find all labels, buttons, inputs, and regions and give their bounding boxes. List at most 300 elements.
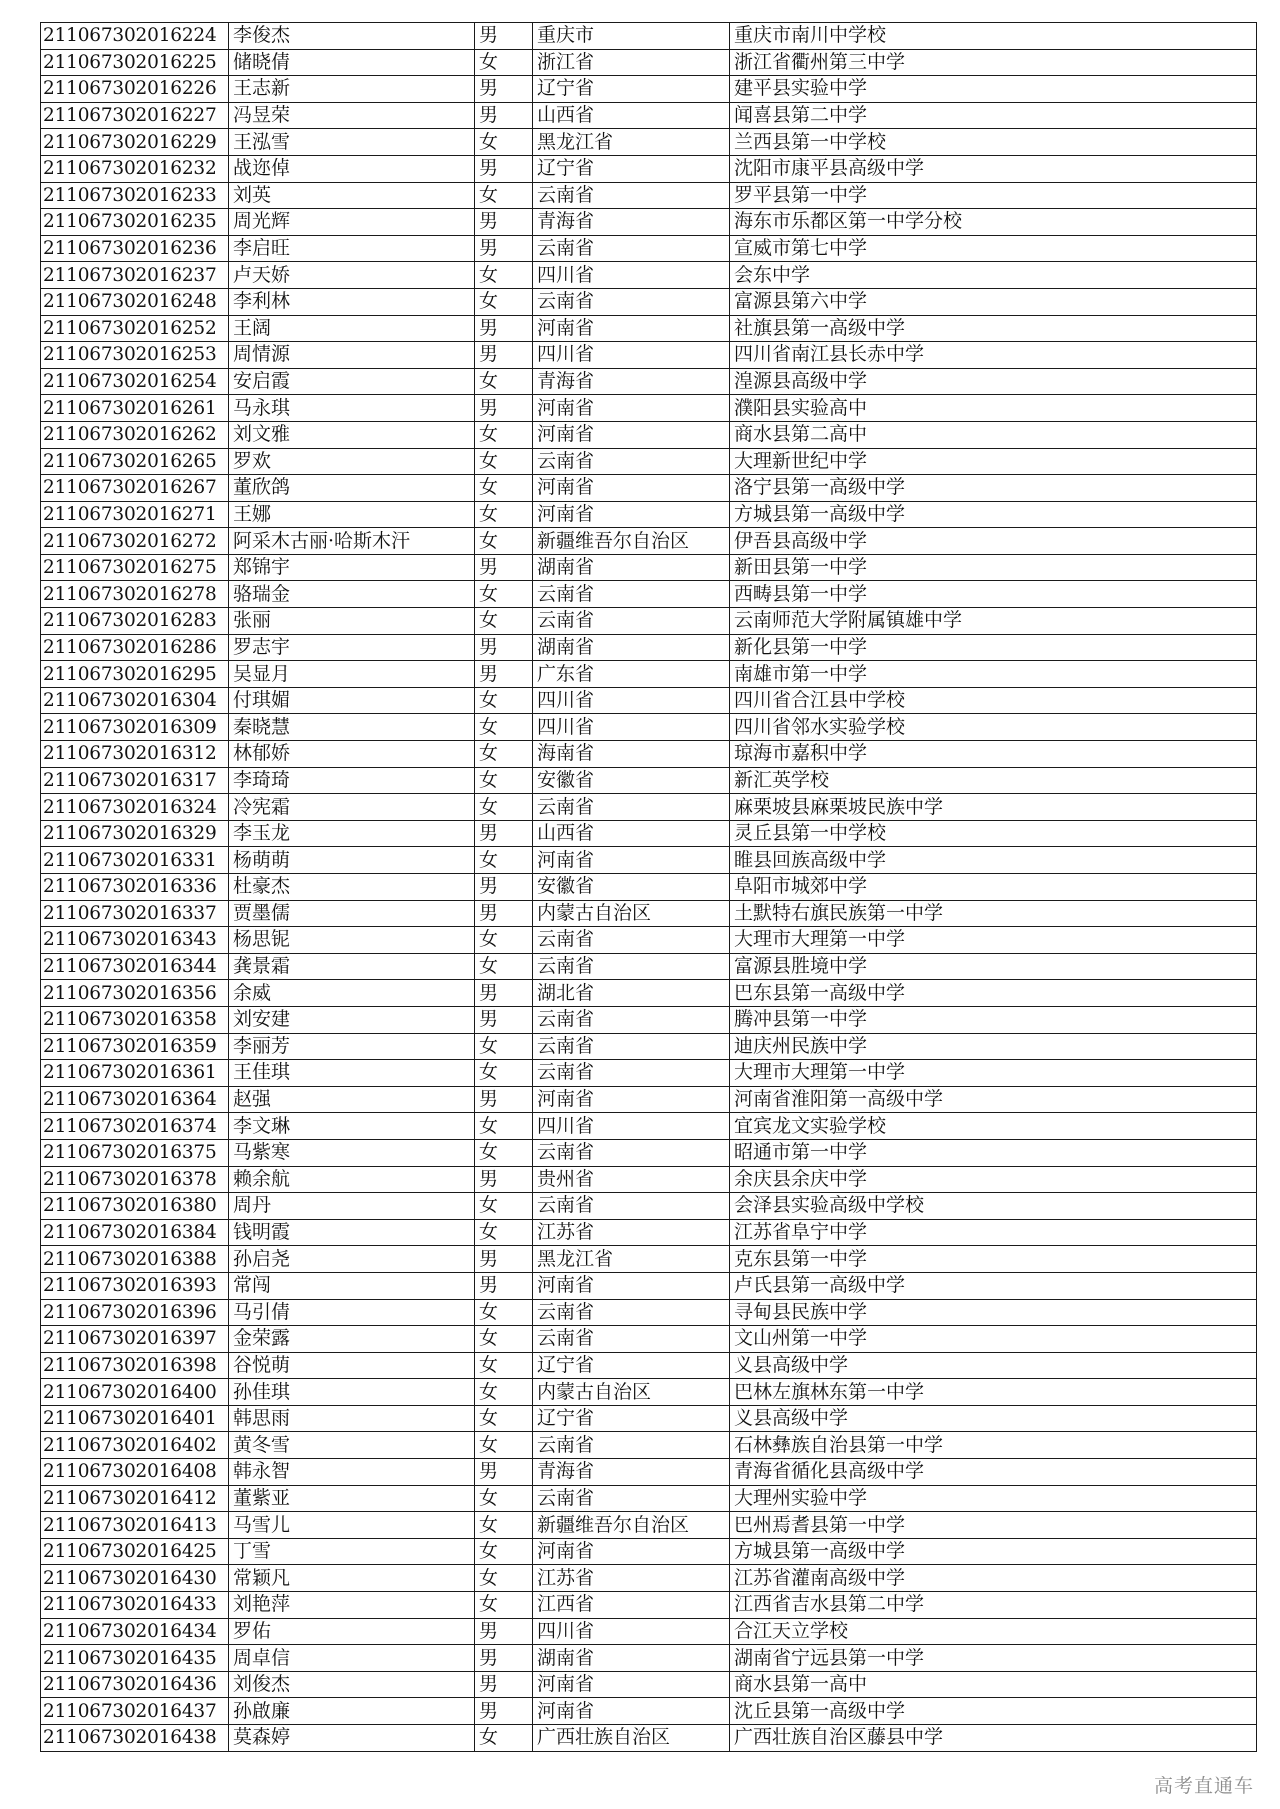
table-row — [41, 1432, 1257, 1459]
gender-cell: 女 — [475, 581, 533, 608]
province-cell: 辽宁省 — [533, 76, 730, 103]
table-row — [41, 182, 1257, 209]
student-name-cell: 谷悦萌 — [229, 1352, 475, 1379]
student-id-cell: 211067302016393 — [41, 1272, 229, 1299]
gender-cell: 女 — [475, 767, 533, 794]
province-cell: 云南省 — [533, 581, 730, 608]
school-cell: 富源县第六中学 — [730, 288, 1257, 315]
province-cell: 云南省 — [533, 1485, 730, 1512]
student-id-cell: 211067302016229 — [41, 129, 229, 156]
table-row — [41, 1193, 1257, 1220]
province-cell: 四川省 — [533, 262, 730, 289]
student-name-cell: 周卓信 — [229, 1645, 475, 1672]
school-cell: 四川省合江县中学校 — [730, 687, 1257, 714]
school-cell: 宣威市第七中学 — [730, 235, 1257, 262]
school-cell: 南雄市第一中学 — [730, 661, 1257, 688]
province-cell: 云南省 — [533, 1060, 730, 1087]
student-id-cell: 211067302016378 — [41, 1166, 229, 1193]
student-id-cell: 211067302016254 — [41, 368, 229, 395]
gender-cell: 女 — [475, 1139, 533, 1166]
province-cell: 湖南省 — [533, 1645, 730, 1672]
school-cell: 方城县第一高级中学 — [730, 1538, 1257, 1565]
province-cell: 云南省 — [533, 794, 730, 821]
table-row — [41, 288, 1257, 315]
school-cell: 四川省南江县长赤中学 — [730, 342, 1257, 369]
province-cell: 云南省 — [533, 1139, 730, 1166]
gender-cell: 女 — [475, 182, 533, 209]
gender-cell: 男 — [475, 554, 533, 581]
province-cell: 内蒙古自治区 — [533, 1379, 730, 1406]
province-cell: 河南省 — [533, 1671, 730, 1698]
gender-cell: 女 — [475, 1512, 533, 1539]
school-cell: 巴州焉耆县第一中学 — [730, 1512, 1257, 1539]
school-cell: 迪庆州民族中学 — [730, 1033, 1257, 1060]
student-name-cell: 刘艳萍 — [229, 1592, 475, 1619]
gender-cell: 女 — [475, 475, 533, 502]
gender-cell: 男 — [475, 820, 533, 847]
student-id-cell: 211067302016398 — [41, 1352, 229, 1379]
student-id-cell: 211067302016408 — [41, 1459, 229, 1486]
student-id-cell: 211067302016384 — [41, 1219, 229, 1246]
student-id-cell: 211067302016401 — [41, 1405, 229, 1432]
student-id-cell: 211067302016397 — [41, 1326, 229, 1353]
school-cell: 建平县实验中学 — [730, 76, 1257, 103]
student-id-cell: 211067302016359 — [41, 1033, 229, 1060]
school-cell: 闻喜县第二中学 — [730, 102, 1257, 129]
table-row — [41, 209, 1257, 236]
student-name-cell: 秦晓慧 — [229, 714, 475, 741]
student-name-cell: 储晓倩 — [229, 49, 475, 76]
student-id-cell: 211067302016237 — [41, 262, 229, 289]
table-row — [41, 475, 1257, 502]
student-name-cell: 冯昱荣 — [229, 102, 475, 129]
province-cell: 安徽省 — [533, 874, 730, 901]
student-name-cell: 韩思雨 — [229, 1405, 475, 1432]
student-id-cell: 211067302016329 — [41, 820, 229, 847]
table-row — [41, 315, 1257, 342]
table-row — [41, 342, 1257, 369]
gender-cell: 女 — [475, 1405, 533, 1432]
student-id-cell: 211067302016235 — [41, 209, 229, 236]
gender-cell: 男 — [475, 102, 533, 129]
gender-cell: 男 — [475, 1246, 533, 1273]
student-name-cell: 孙启尧 — [229, 1246, 475, 1273]
province-cell: 江西省 — [533, 1592, 730, 1619]
student-name-cell: 周丹 — [229, 1193, 475, 1220]
gender-cell: 男 — [475, 1698, 533, 1725]
student-name-cell: 韩永智 — [229, 1459, 475, 1486]
province-cell: 青海省 — [533, 1459, 730, 1486]
gender-cell: 女 — [475, 421, 533, 448]
student-name-cell: 赖余航 — [229, 1166, 475, 1193]
table-row — [41, 927, 1257, 954]
school-cell: 宜宾龙文实验学校 — [730, 1113, 1257, 1140]
province-cell: 河南省 — [533, 475, 730, 502]
student-id-cell: 211067302016227 — [41, 102, 229, 129]
student-name-cell: 林郁娇 — [229, 741, 475, 768]
student-name-cell: 王娜 — [229, 501, 475, 528]
province-cell: 云南省 — [533, 1033, 730, 1060]
student-id-cell: 211067302016324 — [41, 794, 229, 821]
gender-cell: 女 — [475, 953, 533, 980]
school-cell: 河南省淮阳第一高级中学 — [730, 1086, 1257, 1113]
gender-cell: 女 — [475, 368, 533, 395]
province-cell: 四川省 — [533, 1113, 730, 1140]
table-row — [41, 448, 1257, 475]
gender-cell: 男 — [475, 1086, 533, 1113]
gender-cell: 女 — [475, 1219, 533, 1246]
province-cell: 云南省 — [533, 927, 730, 954]
student-id-cell: 211067302016232 — [41, 155, 229, 182]
gender-cell: 男 — [475, 900, 533, 927]
table-row — [41, 528, 1257, 555]
gender-cell: 女 — [475, 1725, 533, 1752]
student-name-cell: 张丽 — [229, 608, 475, 635]
province-cell: 云南省 — [533, 1432, 730, 1459]
school-cell: 大理新世纪中学 — [730, 448, 1257, 475]
student-name-cell: 刘文雅 — [229, 421, 475, 448]
gender-cell: 女 — [475, 1485, 533, 1512]
table-row — [41, 23, 1257, 50]
table-row — [41, 155, 1257, 182]
gender-cell: 女 — [475, 1033, 533, 1060]
table-row — [41, 1086, 1257, 1113]
student-id-cell: 211067302016412 — [41, 1485, 229, 1512]
gender-cell: 女 — [475, 1538, 533, 1565]
province-cell: 广西壮族自治区 — [533, 1725, 730, 1752]
school-cell: 湖南省宁远县第一中学 — [730, 1645, 1257, 1672]
student-name-cell: 金荣露 — [229, 1326, 475, 1353]
school-cell: 兰西县第一中学校 — [730, 129, 1257, 156]
table-row — [41, 1565, 1257, 1592]
table-row — [41, 1645, 1257, 1672]
table-row — [41, 421, 1257, 448]
gender-cell: 男 — [475, 155, 533, 182]
table-row — [41, 634, 1257, 661]
school-cell: 义县高级中学 — [730, 1405, 1257, 1432]
student-name-cell: 余威 — [229, 980, 475, 1007]
gender-cell: 女 — [475, 501, 533, 528]
student-id-cell: 211067302016396 — [41, 1299, 229, 1326]
province-cell: 海南省 — [533, 741, 730, 768]
student-id-cell: 211067302016304 — [41, 687, 229, 714]
school-cell: 会泽县实验高级中学校 — [730, 1193, 1257, 1220]
student-name-cell: 安启霞 — [229, 368, 475, 395]
province-cell: 河南省 — [533, 1538, 730, 1565]
student-id-cell: 211067302016358 — [41, 1006, 229, 1033]
table-row — [41, 1618, 1257, 1645]
province-cell: 湖南省 — [533, 554, 730, 581]
province-cell: 新疆维吾尔自治区 — [533, 528, 730, 555]
province-cell: 内蒙古自治区 — [533, 900, 730, 927]
gender-cell: 女 — [475, 1565, 533, 1592]
school-cell: 灵丘县第一中学校 — [730, 820, 1257, 847]
student-id-cell: 211067302016262 — [41, 421, 229, 448]
student-id-cell: 211067302016388 — [41, 1246, 229, 1273]
gender-cell: 女 — [475, 847, 533, 874]
student-name-cell: 李俊杰 — [229, 23, 475, 50]
student-id-cell: 211067302016380 — [41, 1193, 229, 1220]
school-cell: 罗平县第一中学 — [730, 182, 1257, 209]
gender-cell: 女 — [475, 288, 533, 315]
school-cell: 昭通市第一中学 — [730, 1139, 1257, 1166]
table-row — [41, 1485, 1257, 1512]
watermark-text: 高考直通车 — [1153, 1775, 1254, 1797]
province-cell: 辽宁省 — [533, 1405, 730, 1432]
school-cell: 新田县第一中学 — [730, 554, 1257, 581]
school-cell: 江苏省阜宁中学 — [730, 1219, 1257, 1246]
school-cell: 江西省吉水县第二中学 — [730, 1592, 1257, 1619]
student-id-cell: 211067302016437 — [41, 1698, 229, 1725]
student-name-cell: 骆瑞金 — [229, 581, 475, 608]
school-cell: 余庆县余庆中学 — [730, 1166, 1257, 1193]
province-cell: 安徽省 — [533, 767, 730, 794]
student-name-cell: 李利林 — [229, 288, 475, 315]
table-row — [41, 1033, 1257, 1060]
student-name-cell: 马雪儿 — [229, 1512, 475, 1539]
student-id-cell: 211067302016375 — [41, 1139, 229, 1166]
school-cell: 商水县第一高中 — [730, 1671, 1257, 1698]
student-id-cell: 211067302016425 — [41, 1538, 229, 1565]
table-row — [41, 1592, 1257, 1619]
student-id-cell: 211067302016309 — [41, 714, 229, 741]
province-cell: 广东省 — [533, 661, 730, 688]
student-id-cell: 211067302016337 — [41, 900, 229, 927]
gender-cell: 女 — [475, 1193, 533, 1220]
school-cell: 湟源县高级中学 — [730, 368, 1257, 395]
gender-cell: 男 — [475, 1166, 533, 1193]
student-id-cell: 211067302016286 — [41, 634, 229, 661]
student-name-cell: 常颖凡 — [229, 1565, 475, 1592]
student-name-cell: 董紫亚 — [229, 1485, 475, 1512]
student-id-cell: 211067302016272 — [41, 528, 229, 555]
table-row — [41, 1379, 1257, 1406]
province-cell: 青海省 — [533, 368, 730, 395]
gender-cell: 男 — [475, 661, 533, 688]
student-id-cell: 211067302016312 — [41, 741, 229, 768]
student-id-cell: 211067302016434 — [41, 1618, 229, 1645]
student-id-cell: 211067302016364 — [41, 1086, 229, 1113]
student-name-cell: 常闯 — [229, 1272, 475, 1299]
gender-cell: 男 — [475, 76, 533, 103]
table-row — [41, 661, 1257, 688]
admission-roster-table — [40, 22, 1257, 1752]
table-row — [41, 1006, 1257, 1033]
school-cell: 睢县回族高级中学 — [730, 847, 1257, 874]
student-name-cell: 罗志宇 — [229, 634, 475, 661]
school-cell: 合江天立学校 — [730, 1618, 1257, 1645]
gender-cell: 女 — [475, 1432, 533, 1459]
table-row — [41, 820, 1257, 847]
student-id-cell: 211067302016278 — [41, 581, 229, 608]
student-name-cell: 王佳琪 — [229, 1060, 475, 1087]
student-id-cell: 211067302016436 — [41, 1671, 229, 1698]
gender-cell: 女 — [475, 1326, 533, 1353]
school-cell: 伊吾县高级中学 — [730, 528, 1257, 555]
province-cell: 江苏省 — [533, 1565, 730, 1592]
province-cell: 贵州省 — [533, 1166, 730, 1193]
school-cell: 商水县第二高中 — [730, 421, 1257, 448]
gender-cell: 女 — [475, 129, 533, 156]
student-id-cell: 211067302016433 — [41, 1592, 229, 1619]
school-cell: 濮阳县实验高中 — [730, 395, 1257, 422]
student-name-cell: 赵强 — [229, 1086, 475, 1113]
province-cell: 四川省 — [533, 342, 730, 369]
student-id-cell: 211067302016374 — [41, 1113, 229, 1140]
table-row — [41, 1246, 1257, 1273]
student-name-cell: 贾墨儒 — [229, 900, 475, 927]
province-cell: 云南省 — [533, 1006, 730, 1033]
gender-cell: 男 — [475, 1618, 533, 1645]
student-id-cell: 211067302016413 — [41, 1512, 229, 1539]
province-cell: 四川省 — [533, 687, 730, 714]
school-cell: 方城县第一高级中学 — [730, 501, 1257, 528]
table-row — [41, 767, 1257, 794]
student-id-cell: 211067302016233 — [41, 182, 229, 209]
student-id-cell: 211067302016430 — [41, 1565, 229, 1592]
school-cell: 青海省循化县高级中学 — [730, 1459, 1257, 1486]
student-id-cell: 211067302016225 — [41, 49, 229, 76]
province-cell: 山西省 — [533, 820, 730, 847]
table-row — [41, 129, 1257, 156]
gender-cell: 女 — [475, 448, 533, 475]
gender-cell: 女 — [475, 1379, 533, 1406]
student-id-cell: 211067302016226 — [41, 76, 229, 103]
province-cell: 新疆维吾尔自治区 — [533, 1512, 730, 1539]
student-name-cell: 钱明霞 — [229, 1219, 475, 1246]
student-name-cell: 丁雪 — [229, 1538, 475, 1565]
student-id-cell: 211067302016331 — [41, 847, 229, 874]
table-row — [41, 395, 1257, 422]
student-id-cell: 211067302016283 — [41, 608, 229, 635]
table-row — [41, 714, 1257, 741]
table-row — [41, 235, 1257, 262]
province-cell: 河南省 — [533, 421, 730, 448]
province-cell: 江苏省 — [533, 1219, 730, 1246]
student-name-cell: 冷宪霜 — [229, 794, 475, 821]
table-row — [41, 76, 1257, 103]
student-id-cell: 211067302016271 — [41, 501, 229, 528]
student-id-cell: 211067302016435 — [41, 1645, 229, 1672]
gender-cell: 男 — [475, 395, 533, 422]
table-row — [41, 1538, 1257, 1565]
province-cell: 云南省 — [533, 1326, 730, 1353]
province-cell: 重庆市 — [533, 23, 730, 50]
school-cell: 富源县胜境中学 — [730, 953, 1257, 980]
student-name-cell: 莫森婷 — [229, 1725, 475, 1752]
table-row — [41, 874, 1257, 901]
school-cell: 石林彝族自治县第一中学 — [730, 1432, 1257, 1459]
student-name-cell: 李琦琦 — [229, 767, 475, 794]
student-name-cell: 王阔 — [229, 315, 475, 342]
student-name-cell: 周情源 — [229, 342, 475, 369]
school-cell: 大理州实验中学 — [730, 1485, 1257, 1512]
student-name-cell: 李启旺 — [229, 235, 475, 262]
school-cell: 海东市乐都区第一中学分校 — [730, 209, 1257, 236]
province-cell: 河南省 — [533, 1086, 730, 1113]
student-id-cell: 211067302016252 — [41, 315, 229, 342]
table-row — [41, 1512, 1257, 1539]
province-cell: 湖南省 — [533, 634, 730, 661]
student-id-cell: 211067302016275 — [41, 554, 229, 581]
table-row — [41, 49, 1257, 76]
school-cell: 广西壮族自治区藤县中学 — [730, 1725, 1257, 1752]
student-id-cell: 211067302016295 — [41, 661, 229, 688]
table-row — [41, 900, 1257, 927]
province-cell: 河南省 — [533, 847, 730, 874]
school-cell: 新汇英学校 — [730, 767, 1257, 794]
school-cell: 沈阳市康平县高级中学 — [730, 155, 1257, 182]
gender-cell: 男 — [475, 1459, 533, 1486]
table-row — [41, 1698, 1257, 1725]
table-row — [41, 1459, 1257, 1486]
school-cell: 四川省邻水实验学校 — [730, 714, 1257, 741]
table-row — [41, 262, 1257, 289]
province-cell: 河南省 — [533, 1272, 730, 1299]
province-cell: 云南省 — [533, 1299, 730, 1326]
gender-cell: 女 — [475, 1299, 533, 1326]
table-row — [41, 1166, 1257, 1193]
student-name-cell: 郑锦宇 — [229, 554, 475, 581]
table-row — [41, 794, 1257, 821]
student-id-cell: 211067302016265 — [41, 448, 229, 475]
table-row — [41, 1299, 1257, 1326]
student-name-cell: 罗欢 — [229, 448, 475, 475]
table-row — [41, 1352, 1257, 1379]
student-name-cell: 战迩倬 — [229, 155, 475, 182]
school-cell: 浙江省衢州第三中学 — [730, 49, 1257, 76]
table-row — [41, 554, 1257, 581]
student-name-cell: 马永琪 — [229, 395, 475, 422]
province-cell: 青海省 — [533, 209, 730, 236]
school-cell: 巴东县第一高级中学 — [730, 980, 1257, 1007]
student-id-cell: 211067302016248 — [41, 288, 229, 315]
table-row — [41, 1272, 1257, 1299]
school-cell: 琼海市嘉积中学 — [730, 741, 1257, 768]
student-name-cell: 罗佑 — [229, 1618, 475, 1645]
province-cell: 四川省 — [533, 1618, 730, 1645]
gender-cell: 女 — [475, 794, 533, 821]
table-row — [41, 953, 1257, 980]
school-cell: 卢氏县第一高级中学 — [730, 1272, 1257, 1299]
table-row — [41, 1326, 1257, 1353]
province-cell: 河南省 — [533, 1698, 730, 1725]
table-row — [41, 1113, 1257, 1140]
student-id-cell: 211067302016356 — [41, 980, 229, 1007]
province-cell: 浙江省 — [533, 49, 730, 76]
table-row — [41, 1219, 1257, 1246]
gender-cell: 男 — [475, 23, 533, 50]
student-name-cell: 刘安建 — [229, 1006, 475, 1033]
province-cell: 云南省 — [533, 182, 730, 209]
table-row — [41, 608, 1257, 635]
roster-body — [41, 23, 1257, 1752]
student-name-cell: 周光辉 — [229, 209, 475, 236]
school-cell: 重庆市南川中学校 — [730, 23, 1257, 50]
student-name-cell: 马引倩 — [229, 1299, 475, 1326]
student-id-cell: 211067302016344 — [41, 953, 229, 980]
school-cell: 洛宁县第一高级中学 — [730, 475, 1257, 502]
gender-cell: 女 — [475, 1113, 533, 1140]
student-name-cell: 杨思铌 — [229, 927, 475, 954]
gender-cell: 女 — [475, 714, 533, 741]
gender-cell: 女 — [475, 1352, 533, 1379]
gender-cell: 男 — [475, 1272, 533, 1299]
student-name-cell: 刘英 — [229, 182, 475, 209]
table-row — [41, 847, 1257, 874]
student-name-cell: 刘俊杰 — [229, 1671, 475, 1698]
table-row — [41, 368, 1257, 395]
